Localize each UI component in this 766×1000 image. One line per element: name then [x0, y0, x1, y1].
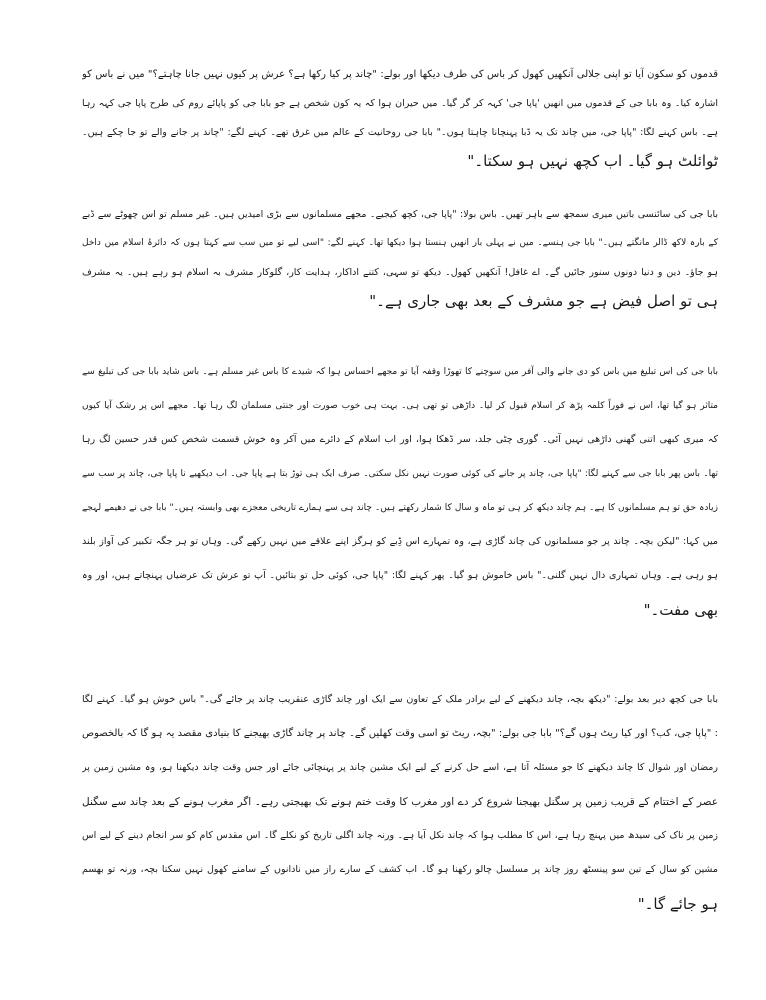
- text-line: قدموں کو سکون آیا تو اپنی جلالی آنکھیں کھول کر باس کی طرف دیکھا اور بولے: "چاند پر کیا رکھا ہے؟ عرش پر کیوں نہیں جانا چاہتے؟" میں نے باس کو: [82, 69, 718, 80]
- text-line: زیادہ حق تو ہم مسلمانوں کا ہے۔ ہم چاند دیکھ کر ہی تو ماہ و سال کا شمار رکھتے ہیں۔ چاند ہی سے ہمارے تاریخی معجزے بھی وابستہ ہیں۔" بابا جی نے دھیمے لہجے: [82, 503, 718, 513]
- text-line: ٹوائلٹ ہو گیا۔ اب کچھ نہیں ہو سکتا۔": [467, 152, 718, 170]
- text-line: ہو جائے گا۔": [637, 895, 718, 913]
- text-line: بابا جی کی اس تبلیغ میں باس کو دی جانے والی آفر میں سوچنے کا تھوڑا وقفہ آیا تو مجھے احساس ہوا کہ شیدے کا باس غیر مسلم ہے۔ باس شاید بابا جی کی تبلیغ سے: [82, 367, 718, 377]
- text-line: : "پاپا جی، کب؟ اور کیا ریٹ ہوں گے؟" بابا جی بولے: "بچہ، ریٹ تو اسی وقت کھلیں گے۔ چاند پر چاند گاڑی بھیجنے کا بنیادی مقصد یہ ہو گا کہ بالخصوص: [82, 728, 718, 739]
- paragraph-2: [82, 200, 718, 316]
- text-line: اشارہ کیا۔ وہ بابا جی کے قدموں میں انھیں 'پاپا جی' کہہ کر گر گیا۔ میں حیران ہوا کہ یہ کون شخص ہے جو بابا جی کو پاپائے روم کی طرح پاپا جی کہہ رہا: [82, 98, 718, 109]
- text-line: بابا جی کی سائنسی باتیں میری سمجھ سے باہر تھیں۔ باس بولا: "پاپا جی، کچھ کیجیے۔ مجھے مسلمانوں سے بڑی امیدیں ہیں۔ غیر مسلم تو اس چھوٹے سے ڈبے: [82, 209, 718, 220]
- text-line: عصر کے اختتام کے قریب زمین پر سگنل بھیجنا شروع کر دے اور مغرب کا وقت ختم ہونے تک بھیجتی رہے۔ اگر مغرب ہونے کے بعد چاند سے سگنل: [82, 796, 718, 808]
- text-line: ہی تو اصل فیض ہے جو مشرف کے بعد بھی جاری ہے۔": [369, 292, 718, 310]
- text-line: بھی مفت۔": [643, 601, 718, 619]
- text-line: بابا جی کچھ دیر بعد بولے: "دیکھ بچہ، چاند دیکھنے کے لیے برادر ملک کے تعاون سے ایک اور چاند گاڑی عنقریب چاند پر جائے گی۔" باس خوش ہو گیا۔ کہنے لگا: [82, 694, 718, 705]
- text-line: ہے۔ باس کہنے لگا: "پاپا جی، میں چاند تک یہ ڈبا پہنچانا چاہتا ہوں۔" بابا جی روحانیت کے عالم میں غرق تھے۔ کہنے لگے: "چاند پر جانے والے تو جا چکے ہیں۔: [82, 127, 718, 138]
- text-line: تھا۔ باس پھر بابا جی سے کہنے لگا: "پاپا جی، چاند پر جانے کی کوئی صورت نہیں نکل سکتی۔ صرف ایک ہی توڑ بتا ہے پاپا جی۔ اب دیکھیے نا پاپا جی، چاند پر سب سے: [82, 469, 718, 479]
- text-line: ہو رہی ہے۔ وہاں تمہاری دال نہیں گلنی۔" باس خاموش ہو گیا۔ پھر کہنے لگا: "پاپا جی، کوئی حل تو بتائیں۔ آپ تو عرش تک عرضیاں پہنچاتے ہیں، اور وہ: [82, 570, 718, 581]
- text-line: کے بارہ لاکھ ڈالر مانگتے ہیں۔" بابا جی ہنسے۔ میں نے پہلی بار انھیں ہنستا ہوا دیکھا تھا۔ کہنے لگے: "اسی لیے تو میں سب سے کہتا ہوں کہ دائرۂ اسلام میں داخل: [82, 238, 718, 248]
- text-line: رمضان اور شوال کا چاند دیکھنے کا جو مسئلہ آتا ہے، اسے حل کرنے کے لیے ایک مشین چاند پر پہنچائی جائے اور جس وقت چاند دیکھنا ہو، وہ مشین زمین پر: [82, 762, 718, 773]
- text-line: میں کہا: "لیکن بچہ۔ چاند پر جو مسلمانوں کی چاند گاڑی ہے، وہ تمہارے اس ڈِبے کو ہرگز اپنے علاقے میں نہیں رکھے گی۔ وہاں تو ہر جگہ تکبیر کی آواز بلند: [82, 536, 718, 547]
- paragraph-4: [82, 683, 718, 921]
- text-line: زمین پر ناک کی سیدھ میں پہنچ رہا ہے، اس کا مطلب ہوا کہ چاند نکل آیا ہے۔ ورنہ چاند اگلی تاریخ کو نکلے گا۔ اس مقدس کام کو سر انجام دینے کے لیے اس: [82, 830, 718, 841]
- text-line: مشین کو سال کے تین سو پینسٹھ روز چاند پر مسلسل چالو رکھنا ہو گا۔ اب کشف کے سارے راز میں نادانوں کے سامنے کھول نہیں سکتا بچہ، ورنہ تو بھسم: [82, 864, 718, 875]
- paragraph-3: [82, 355, 718, 627]
- paragraph-1: [82, 60, 718, 176]
- text-line: ہو جاؤ۔ دین و دنیا دونوں سنور جائیں گے۔ اے غافل! آنکھیں کھول۔ دیکھ تو سہی، کتنے اداکار، ہدایت کار، گلوکار مشرف بہ اسلام ہو رہے ہیں۔ یہ مشرف: [82, 267, 718, 278]
- text-line: متاثر ہو گیا تھا، اس نے فوراً کلمہ پڑھ کر اسلام قبول کر لیا۔ داڑھی تو تھی ہی۔ بہت ہی خوب صورت اور جنتی مسلمان لگ رہا تھا۔ مجھے اس پر رشک آیا کیوں: [82, 401, 718, 411]
- text-line: کہ میری کبھی اتنی گھنی داڑھی نہیں آئی۔ گوری چٹی جلد، سر ڈھکا ہوا، اور اب اسلام کے دائرے میں آکر وہ خوش قسمت شخص کس قدر حسین لگ رہا: [82, 434, 718, 445]
